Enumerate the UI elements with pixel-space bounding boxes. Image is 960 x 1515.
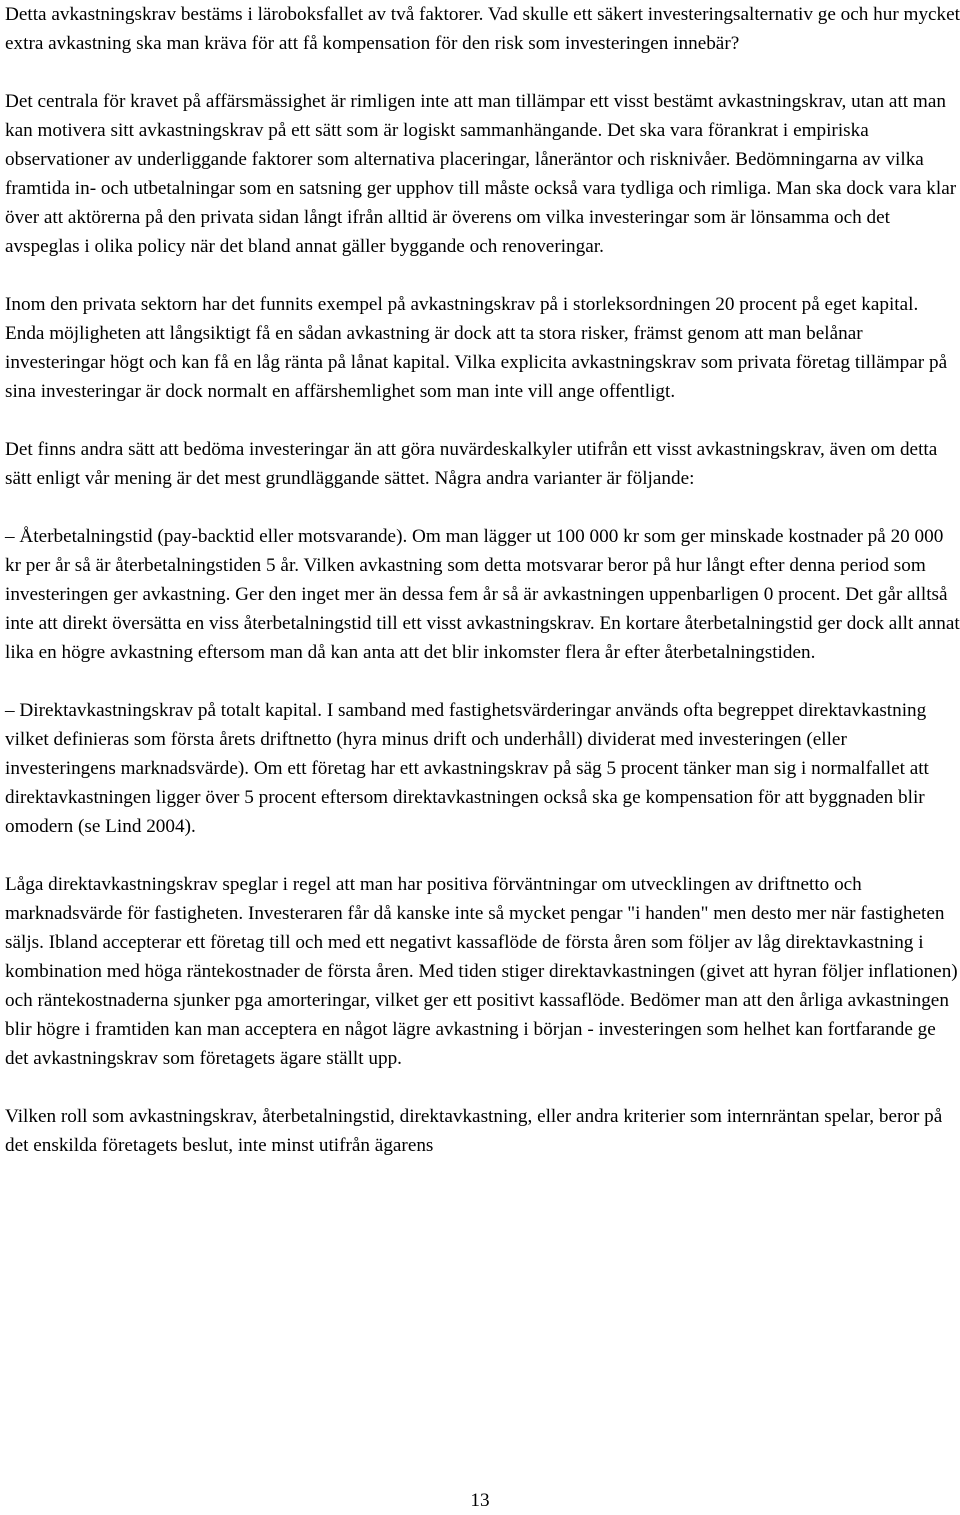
paragraph-private-sector: Inom den privata sektorn har det funnits exempel på avkastningskrav på i storleksordningen 20 procent på eget kapital. Enda möjligheten att långsiktigt få en sådan avkastning är dock att ta stora risker, främst genom att man belånar investeringar högt och kan få en låg ränta på lånat kapital. Vilka explicita avkastningskrav som privata företag tillämpar på sina investeringar är dock normalt en affärshemlighet som man inte vill ange offentligt. xyxy=(5,294,948,402)
paragraph-business-principles: Det centrala för kravet på affärsmässighet är rimligen inte att man tillämpar ett visst bestämt avkastningskrav, utan att man kan motivera sitt avkastningskrav på ett sätt som är logiskt sammanhängande. Det ska vara förankrat i empiriska observationer av underliggande faktorer som alternativa placeringar, låneräntor och risknivåer. Bedömningarna av vilka framtida in- och utbetalningar som en satsning ger upphov till måste också vara tydliga och rimliga. Man ska dock vara klar över att aktörerna på den privata sidan långt ifrån alltid är överens om vilka investeringar som är lönsamma och det avspeglas i olika policy när det bland annat gäller byggande och renoveringar. xyxy=(5,91,957,257)
paragraph-payback-period: – Återbetalningstid (pay-backtid eller motsvarande). Om man lägger ut 100 000 kr som ger minskade kostnader på 20 000 kr per år så är återbetalningstiden 5 år. Vilken avkastning som detta motsvarar beror på hur långt efter denna period som investeringen ger avkastning. Ger den inget mer än dessa fem år så är avkastningen uppenbarligen 0 procent. Det går alltså inte att direkt översätta en viss återbetalningstid till ett visst avkastningskrav. En kortare återbetalningstid ger dock allt annat lika en högre avkastning eftersom man då kan anta att det blir inkomster flera år efter återbetalningstiden. xyxy=(5,526,960,663)
page-number: 13 xyxy=(470,1490,490,1511)
document-page xyxy=(5,0,960,1189)
paragraph-low-direct-yield: Låga direktavkastningskrav speglar i regel att man har positiva förväntningar om utvecklingen av driftnetto och marknadsvärde för fastigheten. Investeraren får då kanske inte så mycket pengar "i handen" men desto mer när fastigheten säljs. Ibland accepterar ett företag till och med ett negativt kassaflöde de första åren som följer av låg direktavkastning i kombination med höga räntekostnader de första åren. Med tiden stiger direktavkastningen (givet att hyran följer inflationen) och räntekostnaderna sjunker pga amorteringar, vilket ger ett positivt kassaflöde. Bedömer man att den årliga avkastningen blir högre i framtiden kan man acceptera en något lägre avkastning i början - investeringen som helhet kan fortfarande ge det avkastningskrav som företagets ägare ställt upp. xyxy=(5,874,958,1069)
paragraph-role-of-criteria: Vilken roll som avkastningskrav, återbetalningstid, direktavkastning, eller andra kriterier som internräntan spelar, beror på det enskilda företagets beslut, inte minst utifrån ägarens xyxy=(5,1106,943,1156)
paragraph-return-requirement-factors: Detta avkastningskrav bestäms i läroboksfallet av två faktorer. Vad skulle ett säkert investeringsalternativ ge och hur mycket extra avkastning ska man kräva för att få kompensation för den risk som investeringen innebär? xyxy=(5,4,960,54)
paragraph-other-methods: Det finns andra sätt att bedöma investeringar än att göra nuvärdeskalkyler utifrån ett visst avkastningskrav, även om detta sätt enligt vår mening är det mest grundläggande sättet. Några andra varianter är följande: xyxy=(5,439,938,489)
paragraph-direct-yield: – Direktavkastningskrav på totalt kapital. I samband med fastighetsvärderingar används ofta begreppet direktavkastning vilket definieras som första årets driftnetto (hyra minus drift och underhåll) dividerat med investeringen (eller investeringens marknadsvärde). Om ett företag har ett avkastningskrav på säg 5 procent tänker man sig i normalfallet att direktavkastningen ligger över 5 procent eftersom direktavkastningen också ska ge kompensation för att byggnaden blir omodern (se Lind 2004). xyxy=(5,700,929,837)
